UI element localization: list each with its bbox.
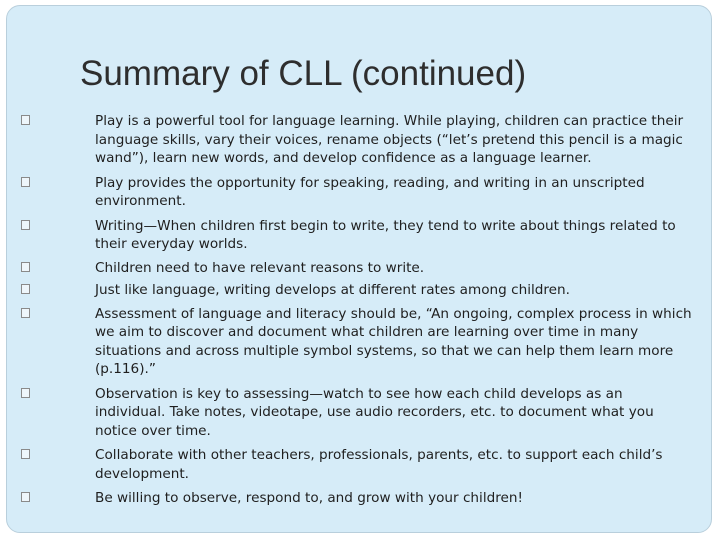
bullet-text: Play provides the opportunity for speaking, reading, and writing in an unscripted environment. — [95, 174, 645, 209]
bullet-item — [21, 112, 693, 168]
checkbox-square-icon — [21, 308, 30, 318]
bullet-text: Just like language, writing develops at different rates among children. — [95, 282, 570, 298]
bullet-item — [21, 259, 693, 278]
bullet-text: Play is a powerful tool for language learning. While playing, children can practice their language skills, vary their voices, rename objects (“let’s pretend this pencil is a magic wand”), learn new words, and develop confidence as a language learner. — [95, 113, 684, 166]
bullet-item — [21, 305, 693, 379]
checkbox-square-icon — [21, 449, 30, 459]
bullet-item — [21, 385, 693, 441]
bullet-text: Children need to have relevant reasons to write. — [95, 259, 425, 276]
checkbox-square-icon — [21, 388, 30, 398]
bullet-text: Be willing to observe, respond to, and grow with your children! — [95, 490, 523, 506]
checkbox-square-icon — [21, 177, 30, 187]
bullet-list — [21, 112, 693, 508]
checkbox-square-icon — [21, 220, 30, 230]
checkbox-square-icon — [21, 492, 30, 502]
bullet-item — [21, 489, 693, 508]
slide-title: Summary of CLL (continued) — [80, 54, 527, 93]
checkbox-square-icon — [21, 262, 30, 272]
slide — [6, 5, 712, 533]
bullet-item — [21, 217, 693, 254]
bullet-text: Collaborate with other teachers, professionals, parents, etc. to support each child’s development. — [95, 447, 663, 482]
bullet-text: Assessment of language and literacy should be, “An ongoing, complex process in which we aim to discover and document what children are learning over time in many situations and across multiple symbol systems, so that we can help them learn more (p.116).” — [95, 305, 692, 377]
bullet-item — [21, 281, 693, 300]
checkbox-square-icon — [21, 115, 30, 125]
bullet-item — [21, 446, 693, 483]
bullet-item — [21, 174, 693, 211]
bullet-text: Writing—When children first begin to write, they tend to write about things related to their everyday worlds. — [95, 217, 676, 252]
bullet-text: Observation is key to assessing—watch to see how each child develops as an individual. Take notes, videotape, use audio recorders, etc. to document what you notice over time. — [95, 385, 654, 439]
checkbox-square-icon — [21, 284, 30, 294]
